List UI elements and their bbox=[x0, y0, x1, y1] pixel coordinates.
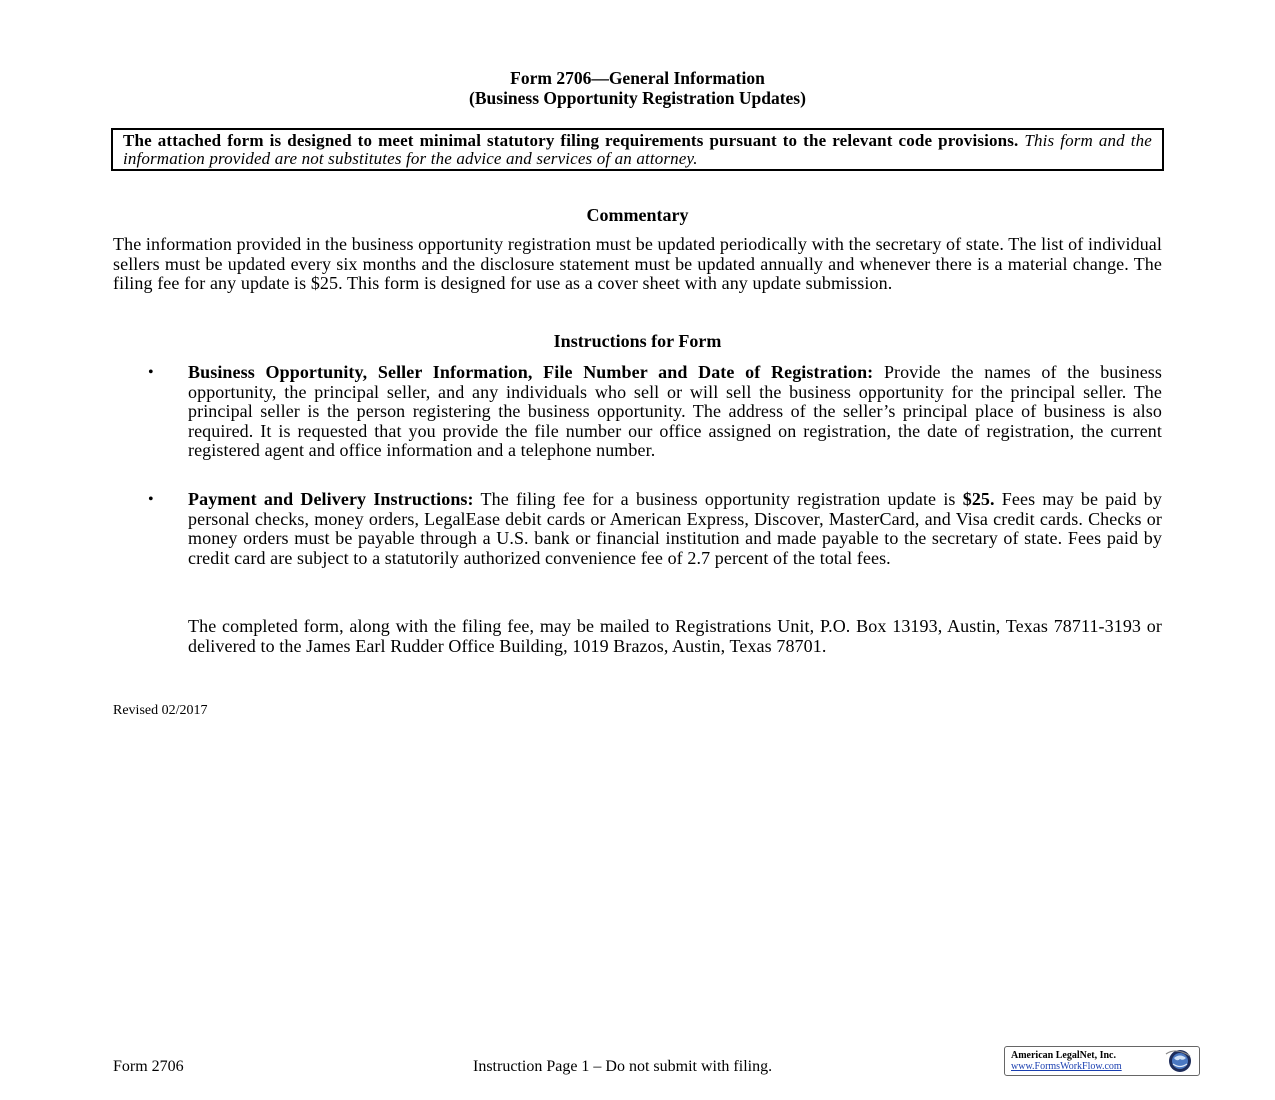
instruction-item-seller-info bbox=[188, 363, 1162, 461]
title-line-2: (Business Opportunity Registration Updates) bbox=[469, 88, 806, 108]
instructions-heading: Instructions for Form bbox=[553, 331, 722, 351]
title-line-1: Form 2706—General Information bbox=[510, 68, 765, 88]
mailing-instructions: The completed form, along with the filing fee, may be mailed to Registrations Unit, P.O. Box 13193, Austin, Texas 78711-3193 or delivered to the James Earl Rudder Office Building, 1019 Brazos, Austin, Texas 78701. bbox=[188, 616, 1162, 656]
instruction-item-text: Fees may be paid by personal checks, money orders, LegalEase debit cards or American Express, Discover, MasterCard, and Visa credit cards. Checks or money orders must be payable through a U.S. bank or financial institution and made payable to the secretary of state. Fees paid by credit card are subject to a statutorily authorized convenience fee of 2.7 percent of the total fees. bbox=[188, 489, 1162, 568]
footer-form-number: Form 2706 bbox=[113, 1058, 184, 1075]
bullet-icon: • bbox=[148, 491, 154, 508]
page-title bbox=[0, 68, 1275, 108]
logo-url-link[interactable]: www.FormsWorkFlow.com bbox=[1011, 1061, 1122, 1072]
disclaimer-italic-text: This form and the information provided are not substitutes for the advice and services of an attorney. bbox=[123, 131, 1153, 168]
instruction-item-label: Business Opportunity, Seller Information, File Number and Date of Registration: bbox=[188, 362, 874, 382]
logo-company-name: American LegalNet, Inc. bbox=[1011, 1050, 1116, 1061]
bullet-icon: • bbox=[148, 364, 154, 381]
forms-workflow-logo[interactable] bbox=[1004, 1046, 1200, 1076]
globe-icon bbox=[1160, 1048, 1196, 1074]
commentary-body: The information provided in the business opportunity registration must be updated periodically with the secretary of state. The list of individual sellers must be updated every six months and the disclosure statement must be updated annually and whenever there is a material change. The filing fee for any update is $25. This form is designed for use as a cover sheet with any update submission. bbox=[113, 234, 1162, 293]
footer-page-note: Instruction Page 1 – Do not submit with filing. bbox=[473, 1058, 773, 1075]
filing-fee-amount: $25. bbox=[962, 489, 995, 509]
disclaimer-bold-text: The attached form is designed to meet minimal statutory filing requirements pursuant to the relevant code provisions. bbox=[123, 131, 1019, 150]
instruction-item-payment bbox=[188, 490, 1162, 568]
commentary-heading: Commentary bbox=[586, 205, 689, 225]
revision-date: Revised 02/2017 bbox=[113, 703, 208, 718]
instruction-item-text: The filing fee for a business opportunity registration update is bbox=[473, 489, 963, 509]
instruction-item-label: Payment and Delivery Instructions: bbox=[188, 489, 474, 509]
disclaimer-box bbox=[111, 128, 1164, 171]
instruction-item-text: Provide the names of the business opportunity, the principal seller, and any individuals who sell or will sell the business opportunity for the principal seller. The principal seller is the person registering the business opportunity. The address of the seller’s principal place of business is also required. It is requested that you provide the file number our office assigned on registration, the date of registration, the current registered agent and office information and a telephone number. bbox=[188, 362, 1162, 460]
